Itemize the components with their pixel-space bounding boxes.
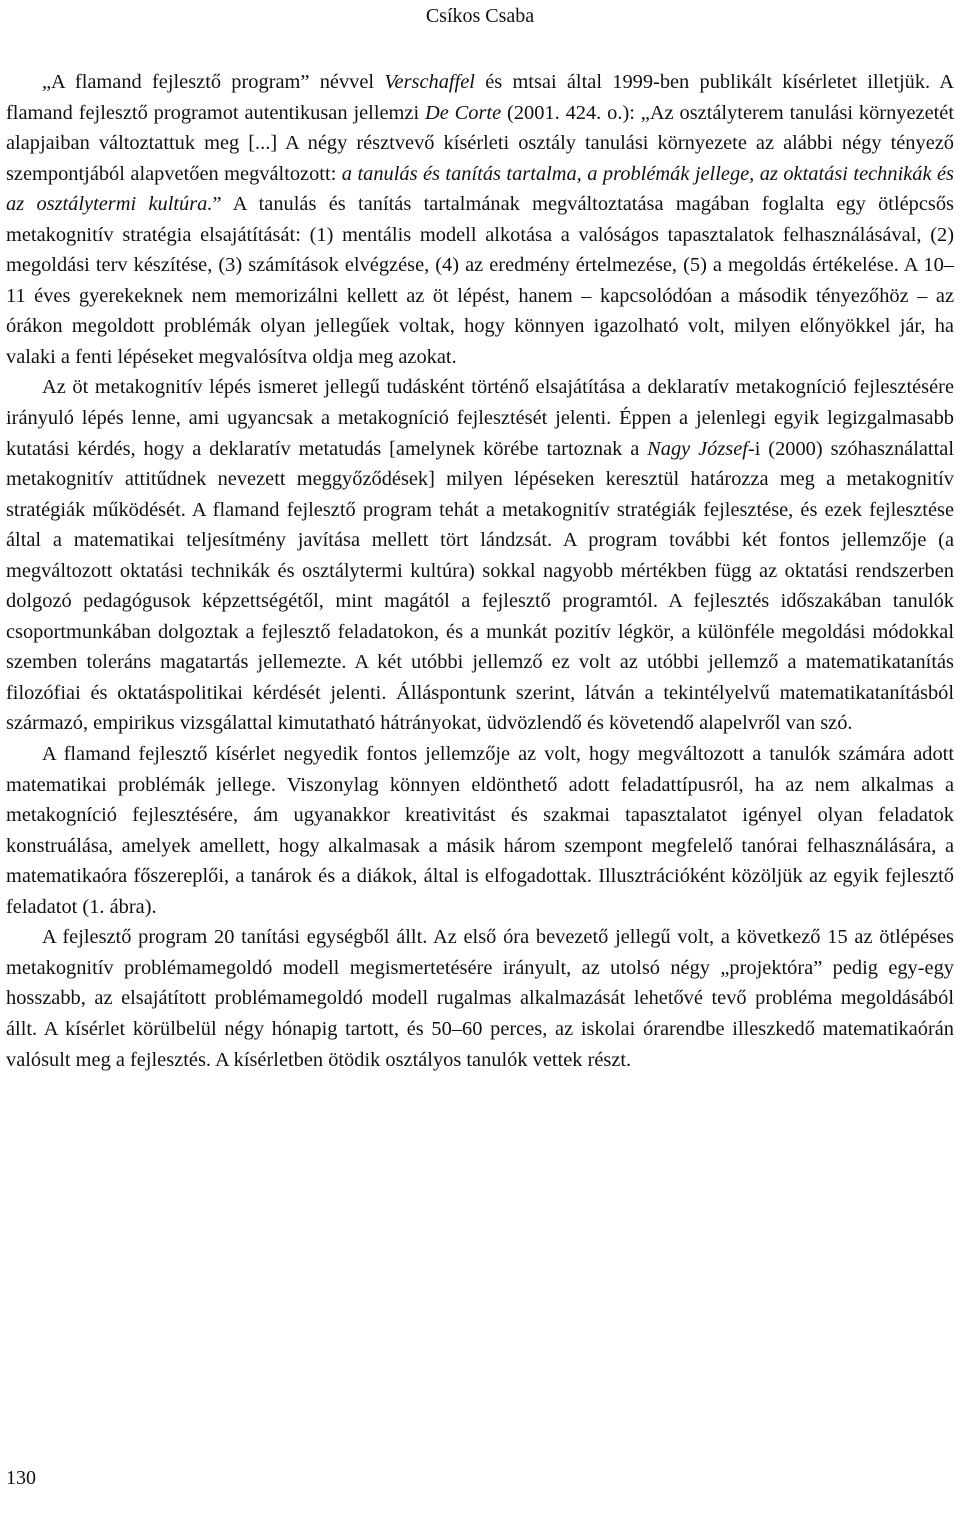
text-run: -i (2000) szóhasználattal metakognitív attitűdnek nevezett meggyőződések] milyen lépéseken keresztül határozza meg a metakognitív stratégiák működését. A flamand fejlesztő program tehát a metakognitív stratégiák fejlesztése, és ezek fejlesztése által a matematikai teljesítmény javítása mellett tört lándzsát. A program további két fontos jellemzője (a megváltozott oktatási technikák és osztálytermi kultúra) sokkal nagyobb mértékben függ az oktatási rendszerben dolgozó pedagógusok képzettségétől, mint magától a fejlesztő programtól. A fejlesztés időszakában tanulók csoportmunkában dolgoztak a fejlesztő feladatokon, és a munkát pozitív légkör, a különféle megoldási módokkal szemben toleráns magatartás jellemezte. A két utóbbi jellemző ez volt az utóbbi jellemző a matematikatanítás filozófiai és oktatáspolitikai kérdését jelenti. Álláspontunk szerint, látván a tekintélyelvű matematikatanításból származó, empirikus vizsgálattal kimutatható hátrányokat, üdvözlendő és követendő alapelvről van szó.: [6, 437, 954, 735]
text-run: A fejlesztő program 20 tanítási egységből állt. Az első óra bevezető jellegű volt, a következő 15 az ötlépéses metakognitív problémamegoldó modell megismertetésére irányult, az utolsó négy „projektóra” pedig egy-egy hosszabb, az elsajátított problémamegoldó modell rugalmas alkalmazását lehetővé tevő probléma megoldásából állt. A kísérlet körülbelül négy hónapig tartott, és 50–60 perces, az iskolai órarendbe illeszkedő matematikaórán valósult meg a fejlesztés. A kísérletben ötödik osztályos tanulók vettek részt.: [6, 926, 954, 1071]
running-head: Csíkos Csaba: [425, 5, 535, 27]
body-text: [6, 67, 954, 1075]
text-run: (2001. 424. o.): „Az osztályterem tanulási környezetét alapjaiban változtattuk meg [...] A négy résztvevő kísérleti osztály tanulási környezete az alábbi négy tényező szempontjából alapvetően megváltozott:: [6, 101, 955, 185]
text-run: ” A tanulás és tanítás tartalmának megváltoztatása magában foglalta egy ötlépcsős metakognitív stratégia elsajátítását: (1) mentális modell alkotása a valóságos tapasztalatok felhasználásával, (2) megoldási terv készítése, (3) számítások elvégzése, (4) az eredmény értelmezése, (5) a megoldás értékelése. A 10–11 éves gyerekeknek nem memorizálni kellett az öt lépést, hanem – kapcsolódóan a második tényezőhöz – az órákon megoldott problémák olyan jellegűek voltak, hogy könnyen igazolható volt, milyen előnyökkel jár, ha valaki a fenti lépéseket megvalósítva oldja meg azokat.: [6, 193, 954, 368]
paragraph: [6, 739, 954, 922]
italic-run: a tanulás és tanítás tartalma, a problémák jellege, az oktatási technikák és az osztálytermi kultúra.: [6, 162, 954, 216]
paragraph: [6, 372, 954, 739]
italic-run: De Corte: [425, 101, 502, 124]
text-run: Az öt metakognitív lépés ismeret jellegű tudásként történő elsajátítása a deklaratív metakogníció fejlesztésére irányuló lépés lenne, ami ugyancsak a metakogníció fejlesztését jelenti. Éppen a jelenlegi egyik legizgalmasabb kutatási kérdés, hogy a deklaratív metatudás [amelynek körébe tartoznak a: [6, 376, 954, 460]
page-number: 130: [6, 1467, 36, 1489]
text-run: és mtsai által 1999-ben publikált kísérletet illetjük. A flamand fejlesztő programot autentikusan jellemzi: [6, 71, 954, 124]
paragraph: [6, 922, 954, 1075]
text-run: „A flamand fejlesztő program” névvel: [42, 71, 385, 93]
text-run: A flamand fejlesztő kísérlet negyedik fontos jellemzője az volt, hogy megváltozott a tanulók számára adott matematikai problémák jellege. Viszonylag könnyen eldönthető adott feladattípusról, ha az nem alkalmas a metakogníció fejlesztésére, ám ugyanakkor kreativitást és szakmai tapasztalatot igényel olyan feladatok konstruálása, amelyek amellett, hogy alkalmasak a másik három szempont megfelelő tanórai felhasználására, a matematikaóra főszereplői, a tanárok és a diákok, által is elfogadottak. Illusztrációként közöljük az egyik fejlesztő feladatot (1. ábra).: [6, 743, 954, 918]
paragraph: [6, 67, 954, 372]
italic-run: Nagy József: [647, 437, 748, 460]
italic-run: Verschaffel: [384, 71, 475, 93]
